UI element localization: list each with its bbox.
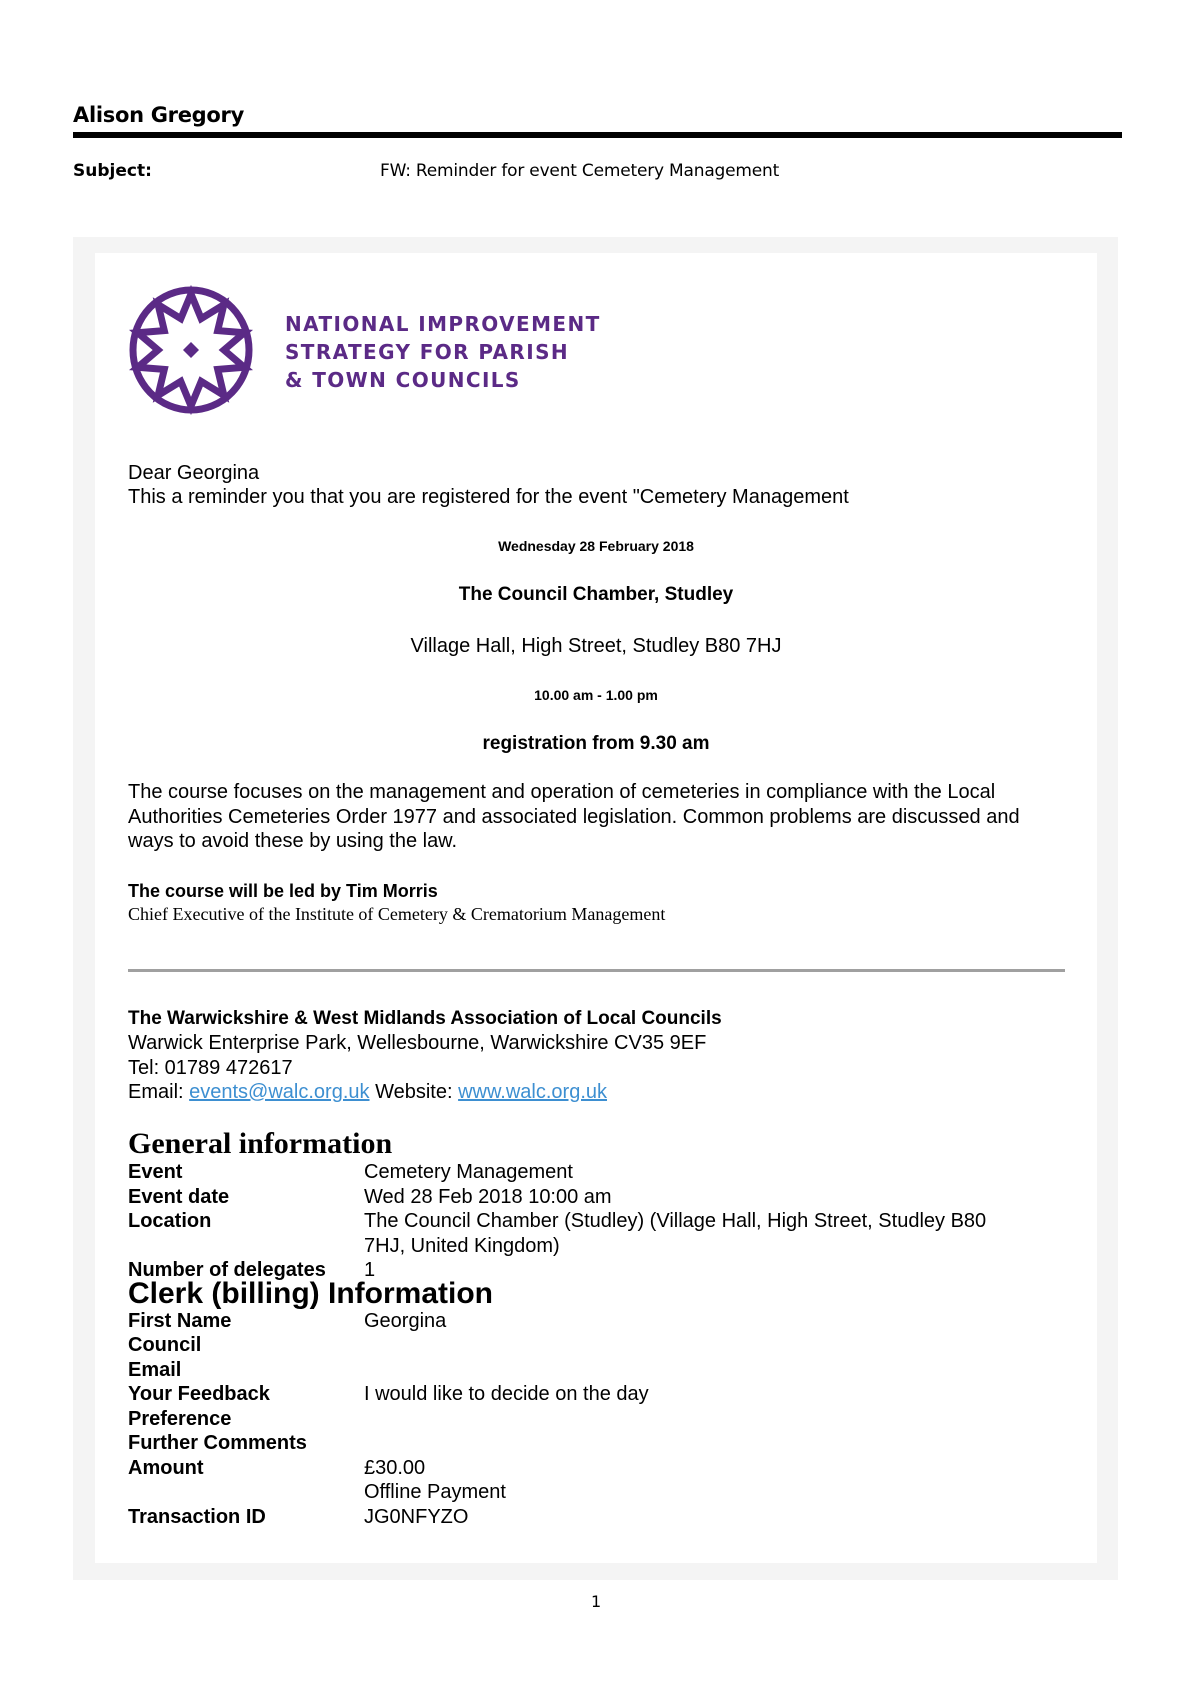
- info-value-continued: 7HJ, United Kingdom): [364, 1234, 560, 1257]
- course-leader: The course will be led by Tim Morris: [128, 881, 438, 901]
- star-compass-logo-icon: [126, 285, 256, 415]
- subject-label: Subject:: [73, 161, 152, 181]
- event-time: 10.00 am - 1.00 pm: [534, 687, 658, 703]
- website-link[interactable]: www.walc.org.uk: [458, 1081, 608, 1103]
- general-info-heading: General information: [128, 1127, 393, 1160]
- logo-text-line-3: & TOWN COUNCILS: [285, 368, 521, 392]
- org-address: Warwick Enterprise Park, Wellesbourne, Warwickshire CV35 9EF: [128, 1032, 707, 1054]
- info-label: Your Feedback: [128, 1383, 270, 1405]
- info-value: I would like to decide on the day: [364, 1383, 649, 1405]
- email-label: Email:: [128, 1081, 190, 1103]
- email-link[interactable]: events@walc.org.uk: [189, 1081, 370, 1103]
- website-label: Website:: [369, 1081, 459, 1103]
- info-label: Council: [128, 1334, 202, 1356]
- course-description: The course focuses on the management and operation of cemeteries in compliance with the Local Authorities Cemeteries Order 1977 and associated legislation. Common problems are discussed and ways to avoid these by using the law.: [128, 781, 1020, 852]
- info-value: Wed 28 Feb 2018 10:00 am: [364, 1185, 612, 1208]
- org-contact-line: [128, 1081, 607, 1104]
- info-label: Location: [128, 1210, 212, 1232]
- info-label: Amount: [128, 1456, 204, 1479]
- info-value: Cemetery Management: [364, 1161, 573, 1183]
- info-label: Event date: [128, 1185, 230, 1208]
- event-address: Village Hall, High Street, Studley B80 7HJ: [410, 635, 782, 657]
- info-label: Number of delegates: [128, 1259, 326, 1281]
- header-rule: [73, 132, 1122, 138]
- logo-text-line-2: STRATEGY FOR PARISH: [285, 340, 570, 364]
- intro-text: This a reminder you that you are registered for the event "Cemetery Management: [128, 486, 849, 508]
- info-label: Event: [128, 1161, 183, 1183]
- registration-time: registration from 9.30 am: [482, 733, 710, 754]
- sender-name: Alison Gregory: [73, 103, 244, 127]
- info-value: 1: [364, 1259, 376, 1281]
- course-leader-title: Chief Executive of the Institute of Cemetery & Crematorium Management: [128, 904, 666, 924]
- event-date: Wednesday 28 February 2018: [498, 538, 694, 554]
- section-divider: [128, 969, 1065, 972]
- info-label: Further Comments: [128, 1432, 307, 1454]
- org-tel: Tel: 01789 472617: [128, 1057, 293, 1079]
- logo-text-line-1: NATIONAL IMPROVEMENT: [285, 312, 601, 336]
- greeting: Dear Georgina: [128, 462, 260, 484]
- billing-info-heading: Clerk (billing) Information: [128, 1276, 493, 1310]
- info-value: JG0NFYZO: [364, 1505, 469, 1528]
- org-name: The Warwickshire & West Midlands Association of Local Councils: [128, 1008, 722, 1029]
- subject-value: FW: Reminder for event Cemetery Management: [380, 161, 780, 181]
- info-label: Transaction ID: [128, 1505, 266, 1528]
- info-value: Georgina: [364, 1309, 447, 1332]
- info-value: The Council Chamber (Studley) (Village Hall, High Street, Studley B80: [364, 1210, 987, 1232]
- info-label: Preference: [128, 1407, 232, 1430]
- event-venue: The Council Chamber, Studley: [458, 584, 734, 605]
- page-number: 1: [591, 1592, 602, 1611]
- info-label: Email: [128, 1358, 182, 1381]
- info-value-continued: Offline Payment: [364, 1481, 506, 1503]
- info-value: £30.00: [364, 1456, 426, 1479]
- info-label: First Name: [128, 1309, 232, 1332]
